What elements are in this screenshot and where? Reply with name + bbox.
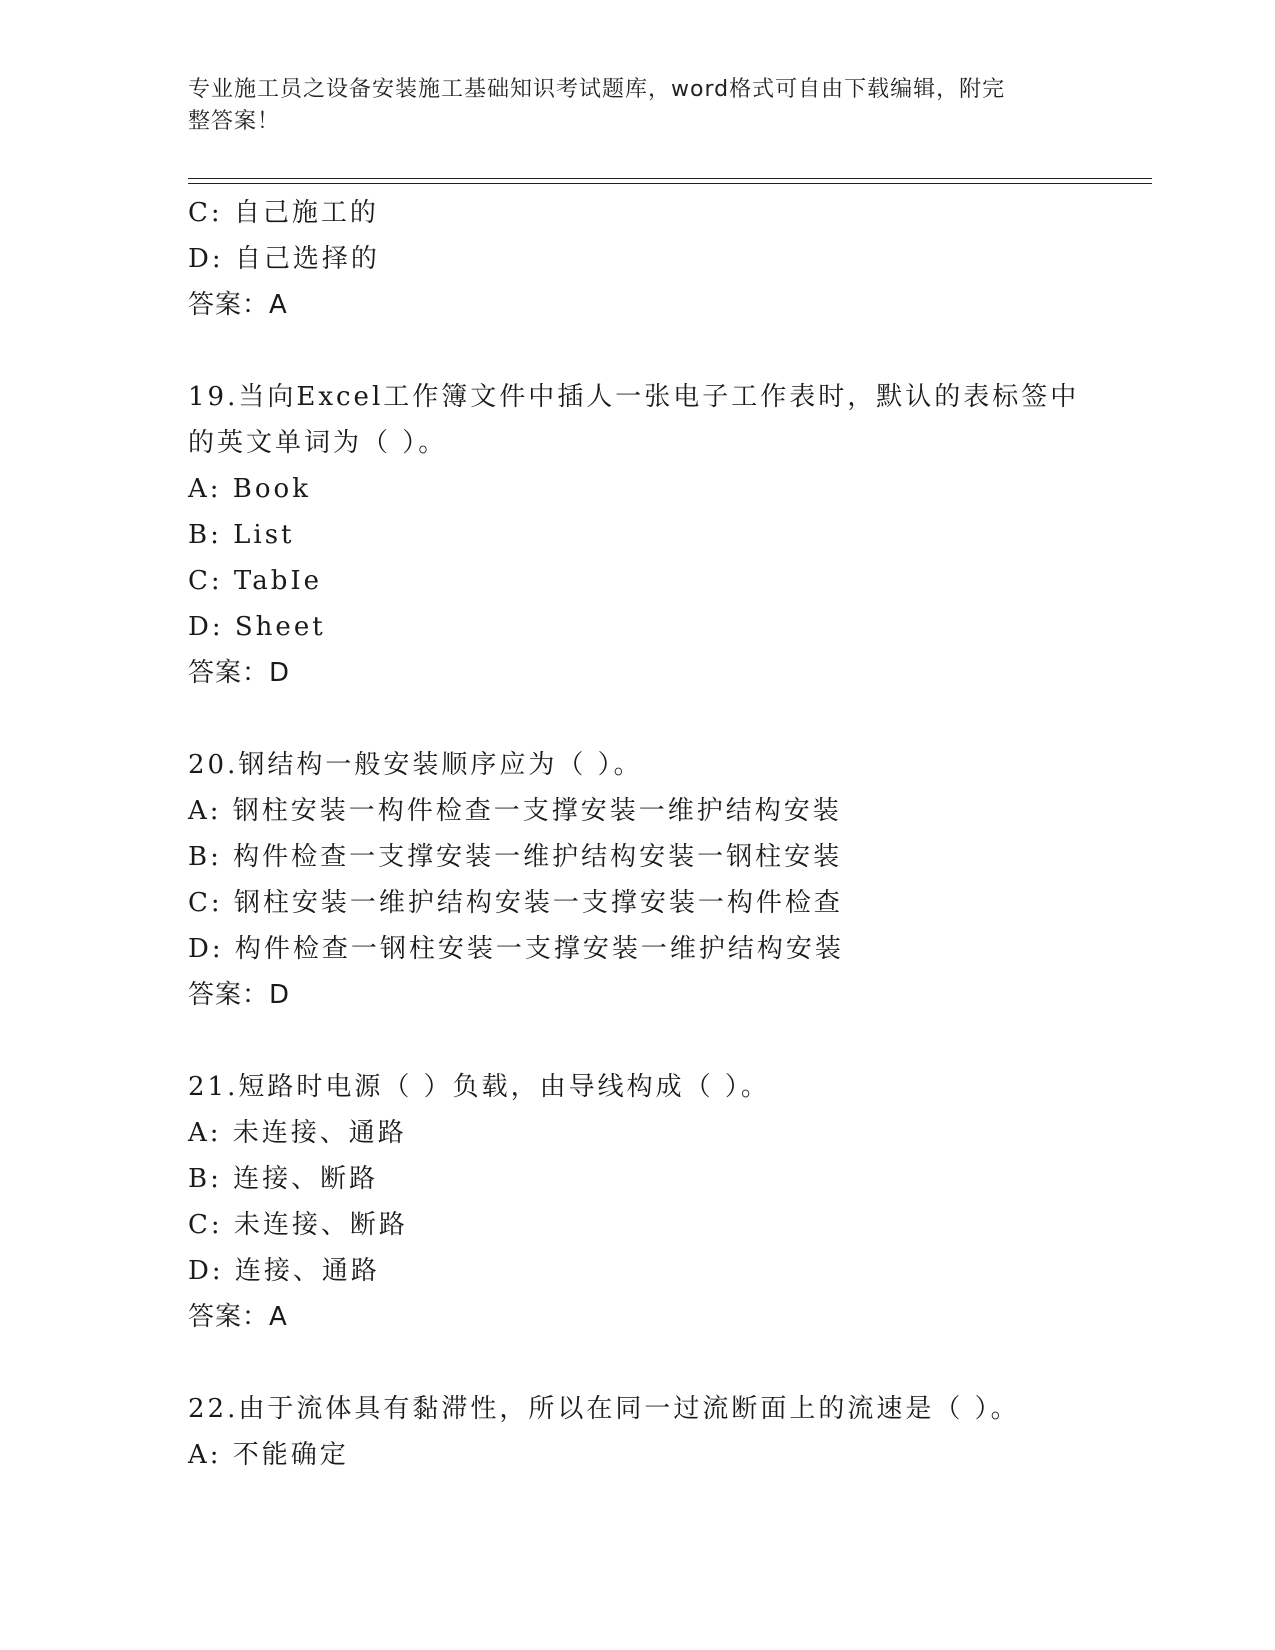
option-b: B: 构件检查一支撑安装一维护结构安装一钢柱安装 xyxy=(188,842,843,872)
header-rule-top xyxy=(188,178,1152,179)
header-line-1: 专业施工员之设备安装施工基础知识考试题库，word格式可自由下载编辑，附完 xyxy=(188,77,1006,102)
option-a: A: Book xyxy=(188,474,311,504)
option-c: C: TabIe xyxy=(188,566,323,596)
answer-line: 答案：A xyxy=(188,290,288,320)
spacer xyxy=(188,696,1128,742)
option-c: C: 自己施工的 xyxy=(188,198,379,228)
question-text: 21.短路时电源（ ）负载，由导线构成（ ）。 xyxy=(188,1072,770,1102)
option-c: C: 未连接、断路 xyxy=(188,1210,408,1240)
question-22 xyxy=(188,1386,1128,1478)
question-text-line-2: 的英文单词为（ ）。 xyxy=(188,428,448,458)
answer-line: 答案：A xyxy=(188,1302,288,1332)
question-21 xyxy=(188,1064,1128,1340)
option-d: D: 构件检查一钢柱安装一支撑安装一维护结构安装 xyxy=(188,934,844,964)
option-d: D: Sheet xyxy=(188,612,326,642)
question-text-line-1: 19.当向Excel工作簿文件中插人一张电子工作表时，默认的表标签中 xyxy=(188,382,1080,412)
option-c: C: 钢柱安装一维护结构安装一支撑安装一构件检查 xyxy=(188,888,843,918)
spacer xyxy=(188,1340,1128,1386)
answer-line: 答案：D xyxy=(188,658,291,688)
header-rule-bottom xyxy=(188,183,1152,184)
header-line-2: 整答案！ xyxy=(188,109,281,134)
question-list xyxy=(188,190,1128,1478)
option-d: D: 连接、通路 xyxy=(188,1256,380,1286)
option-b: B: List xyxy=(188,520,295,550)
question-19 xyxy=(188,374,1128,696)
question-20 xyxy=(188,742,1128,1018)
option-b: B: 连接、断路 xyxy=(188,1164,379,1194)
question-18 xyxy=(188,190,1128,328)
option-a: A: 未连接、通路 xyxy=(188,1118,407,1148)
answer-line: 答案：D xyxy=(188,980,291,1010)
question-text: 20.钢结构一般安装顺序应为（ ）。 xyxy=(188,750,643,780)
option-a: A: 不能确定 xyxy=(188,1440,349,1470)
option-a: A: 钢柱安装一构件检查一支撑安装一维护结构安装 xyxy=(188,796,842,826)
spacer xyxy=(188,1018,1128,1064)
document-header xyxy=(188,74,1068,138)
question-text: 22.由于流体具有黏滞性，所以在同一过流断面上的流速是（ ）。 xyxy=(188,1394,1020,1424)
spacer xyxy=(188,328,1128,374)
option-d: D: 自己选择的 xyxy=(188,244,380,274)
